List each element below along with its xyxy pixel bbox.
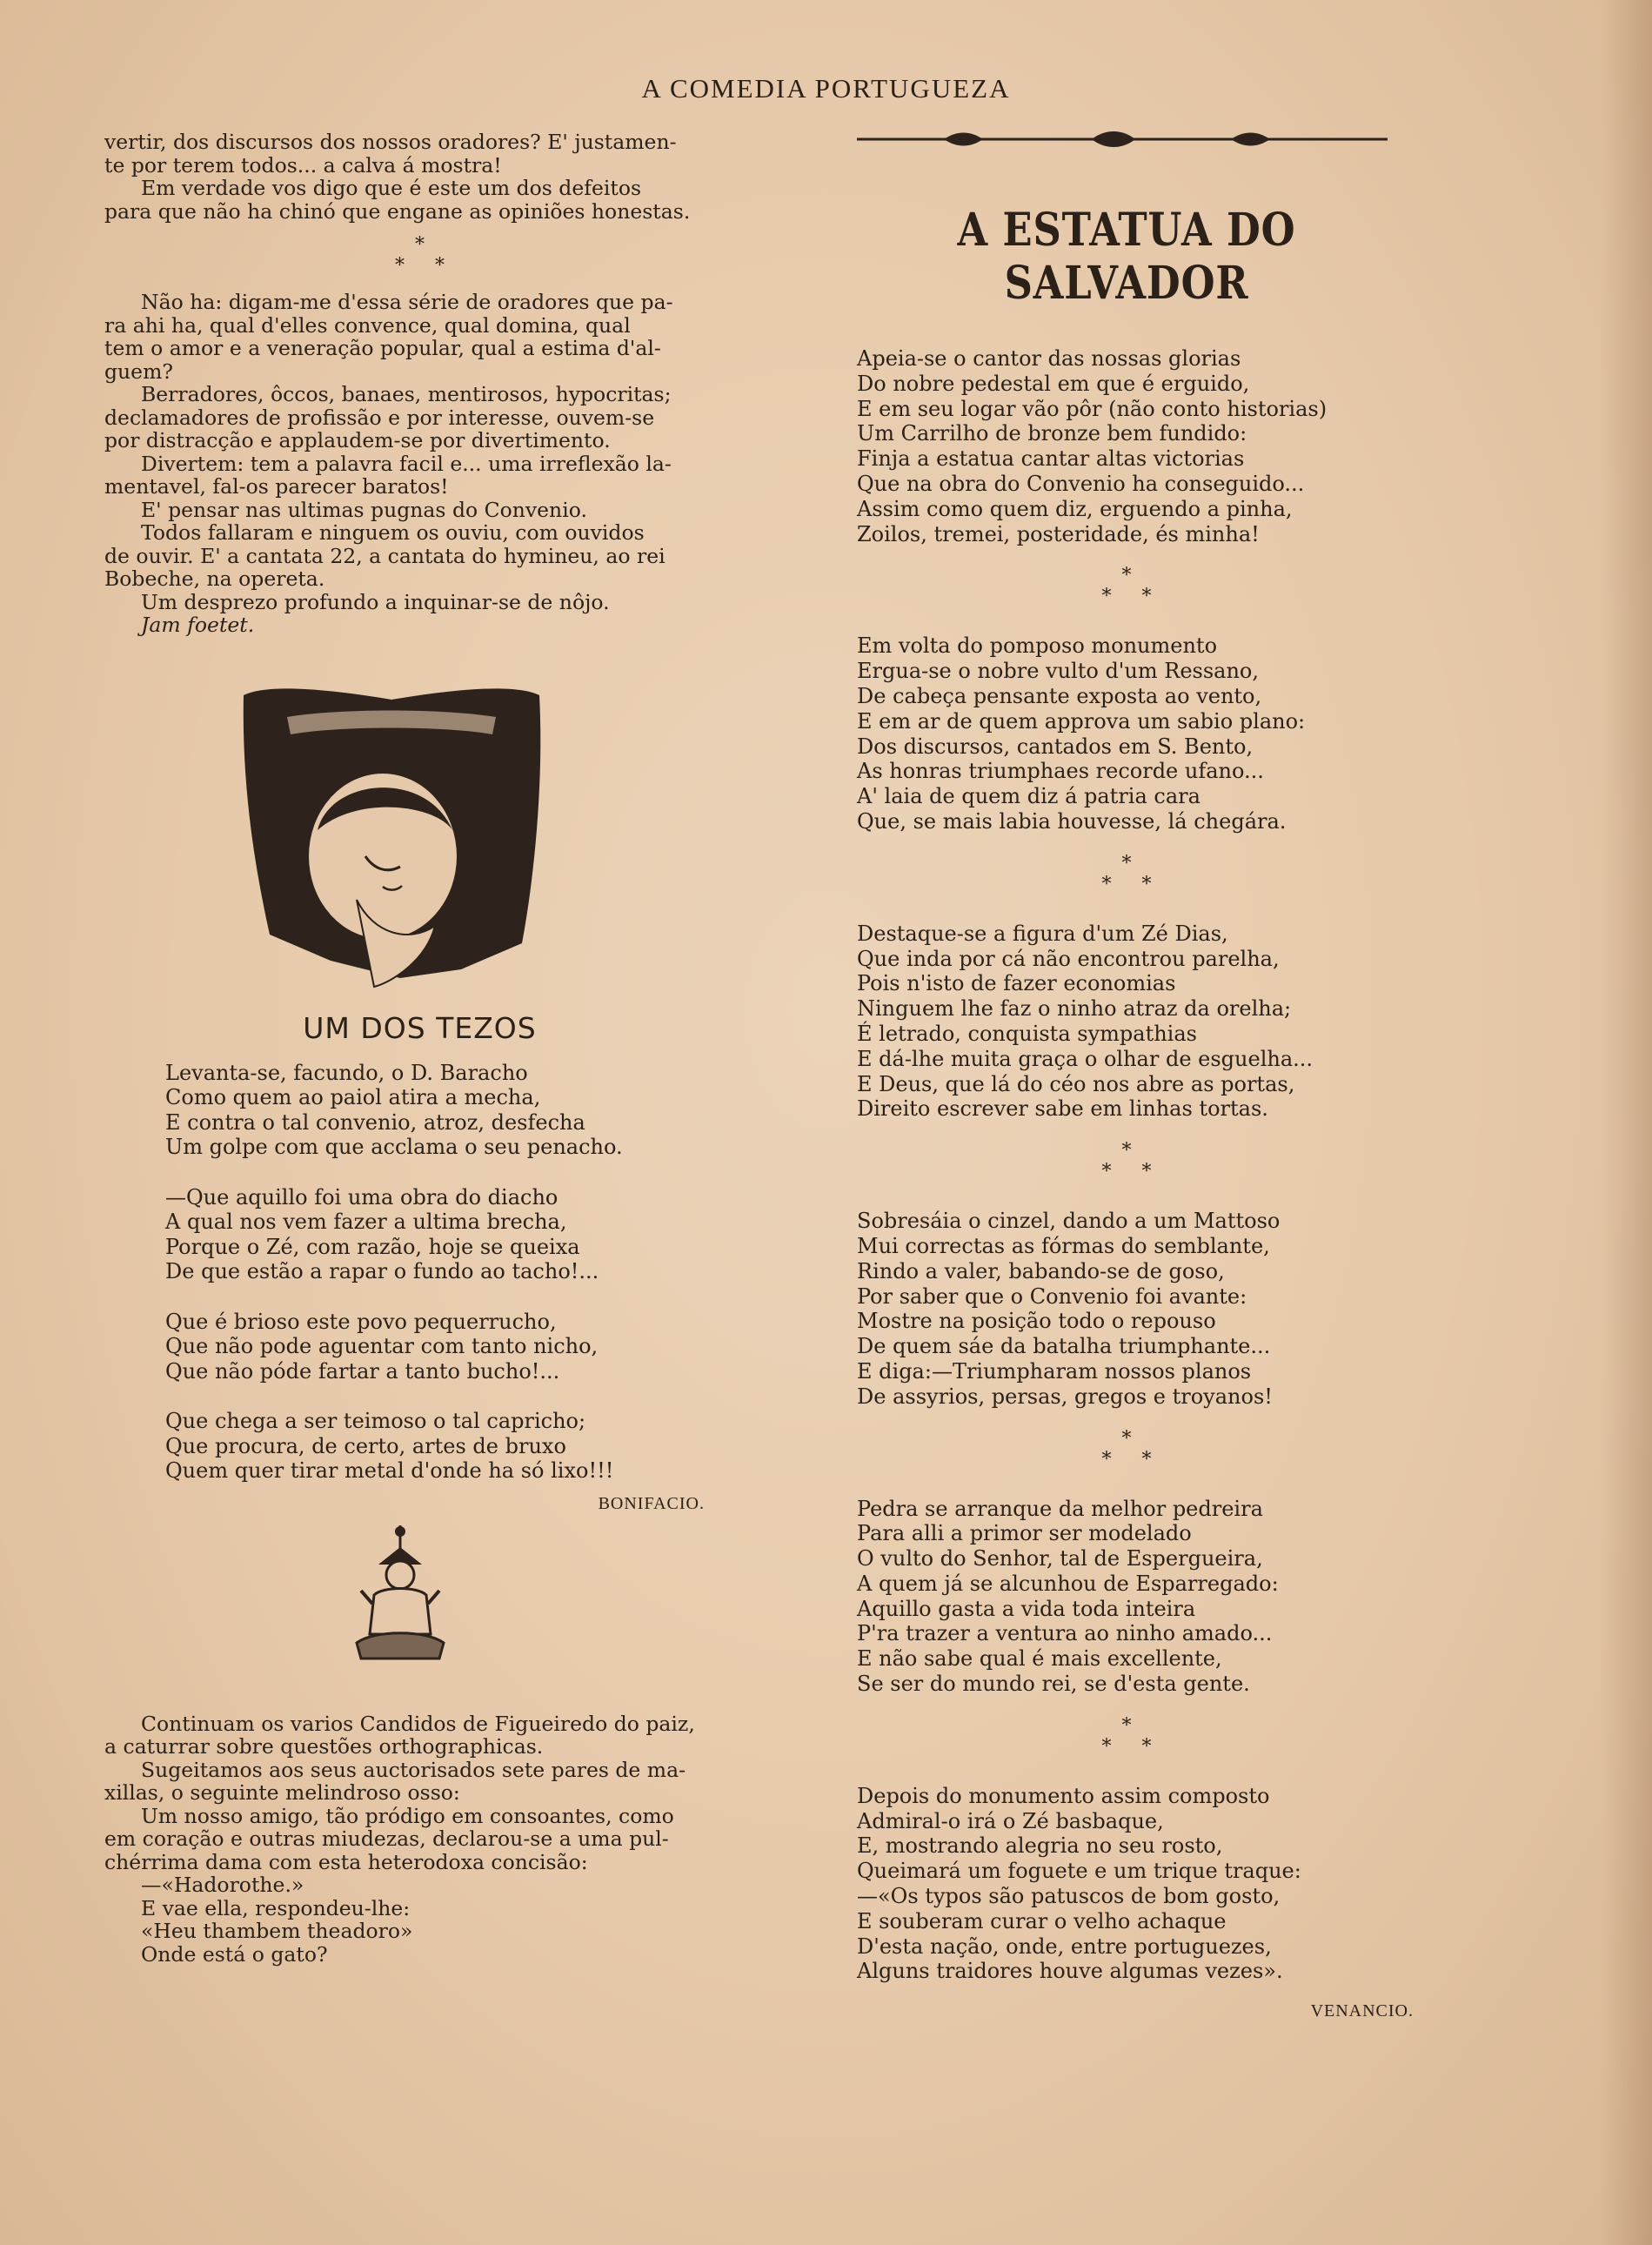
verse-line: Pedra se arranque da melhor pedreira [857,1496,1263,1521]
poem-title: UM DOS TEZOS [303,1010,537,1045]
stanza-stars [857,854,1396,895]
stanza [857,1209,1396,1409]
verse-line: Que, se mais labia houvesse, lá chegára. [857,808,1287,834]
text-line: de ouvir. E' a cantata 22, a cantata do hymineu, ao rei [104,543,665,568]
verse-line: De assyrios, persas, gregos e troyanos! [857,1384,1273,1409]
verse-line: E em ar de quem approva um sabio plano: [857,708,1306,734]
verse-line: Rindo a valer, babando-se de goso, [857,1258,1225,1283]
orthography-paragraph [104,1712,735,1967]
text-line: —«Hadorothe.» [141,1873,304,1897]
stanza [857,346,1396,546]
verse-line: Em volta do pomposo monumento [857,633,1218,659]
verse-line: Destaque-se a figura d'um Zé Dias, [857,921,1228,946]
latin-line [104,613,735,637]
verse-line: Como quem ao paiol atira a mecha, [165,1085,541,1109]
verse-line: Ninguem lhe faz o ninho atraz da orelha; [857,996,1292,1022]
text-line: E' pensar nas ultimas pugnas do Convenio. [141,497,587,522]
verse-line: Que inda por cá não encontrou parelha, [857,946,1280,971]
verse-line: Um golpe com que acclama o seu penacho. [165,1135,623,1159]
text-line: Divertem: tem a palavra facil e... uma irreflexão la- [141,451,672,476]
text-line: te por terem todos... a calva á mostra! [104,152,502,178]
text-line: guem? [104,359,173,384]
star: * [1101,1161,1112,1183]
star: * [1121,1714,1132,1737]
star: * [1141,586,1152,608]
verse-line: Levanta-se, facundo, o D. Baracho [165,1060,528,1085]
intro-paragraph [104,131,735,223]
text-line: vertir, dos discursos dos nossos oradores? E' justamen- [104,130,677,154]
verse-line: Que não pode aguentar com tanto nicho, [165,1334,599,1358]
stanza-stars [857,1141,1396,1183]
verse-line: Finja a estatua cantar altas victorias [857,446,1245,472]
verse-line: P'ra trazer a ventura ao ninho amado... [857,1621,1273,1646]
text-line: Em verdade vos digo que é este um dos defeitos [141,176,642,200]
verse-line: A' laia de quem diz á patria cara [857,784,1201,809]
verse-line: Ergua-se o nobre vulto d'um Ressano, [857,659,1259,684]
star: * [395,255,405,277]
verse-line: Alguns traidores houve algumas vezes». [857,1959,1283,1984]
signature-venancio: VENANCIO. [1310,2001,1414,2021]
left-column [104,131,735,1966]
star-pair [857,1450,1396,1471]
verse-line: Quem quer tirar metal d'onde ha só lixo!!! [165,1458,614,1483]
verse-line: D'esta nação, onde, entre portuguezes, [857,1933,1272,1959]
stanza [857,633,1396,834]
verse-line: Que não póde fartar a tanto bucho!... [165,1358,560,1384]
signature-bonifacio: BONIFACIO. [598,1493,705,1513]
text-line: por distracção e applaudem-se por divertimento. [104,428,611,452]
text-line: mentavel, fal-os parecer baratos! [104,474,449,499]
right-column [857,122,1414,2021]
verse-line: Mostre na posição todo o repouso [857,1309,1216,1334]
verse-line: E em seu logar vão pôr (não conto historias) [857,396,1328,421]
verse-line: Depois do monumento assim composto [857,1783,1270,1808]
verse-line: Que na obra do Convenio ha conseguido... [857,471,1305,496]
text-line: em coração e outras miudezas, declarou-se a uma pul- [104,1826,669,1851]
stanza [165,1061,735,1160]
orators-paragraph [104,291,735,637]
star: * [415,234,425,256]
verse-line: E Deus, que lá do céo nos abre as portas, [857,1071,1295,1096]
stanza [165,1185,735,1284]
text-line: Bobeche, na opereta. [104,566,325,591]
star: * [1121,565,1132,587]
star: * [1141,1161,1152,1183]
latin-quote: Jam foetet. [141,613,255,637]
woman-portrait-illustration [235,682,548,1004]
text-line: para que não ha chinó que engane as opiniões honestas. [104,198,691,224]
text-line: Continuam os varios Candidos de Figueiredo do paiz, [141,1711,695,1736]
stanza-stars [857,1716,1396,1758]
verse-line: Mui correctas as fórmas do semblante, [857,1233,1270,1258]
verse-line: Que chega a ser teimoso o tal capricho; [165,1409,586,1433]
seated-idol-illustration [348,1521,452,1669]
star: * [1121,1140,1132,1163]
star: * [1141,1448,1152,1471]
text-line: xillas, o seguinte melindroso osso: [104,1780,460,1805]
star-pair [857,1162,1396,1183]
text-line: chérrima dama com esta heterodoxa concisão: [104,1849,588,1874]
star: * [1101,873,1112,895]
star: * [1121,1427,1132,1450]
running-title: A COMEDIA PORTUGUEZA [641,73,1011,104]
star: * [1141,873,1152,895]
verse-line: Queimará um foguete e um trique traque: [857,1859,1301,1884]
text-line: Berradores, ôccos, banaes, mentirosos, hypocritas; [141,382,672,406]
star: * [1101,586,1112,608]
verse-line: Sobresáia o cinzel, dando a um Mattoso [857,1209,1281,1234]
verse-line: Zoilos, tremei, posteridade, és minha! [857,521,1260,546]
verse-line: As honras triumphaes recorde ufano... [857,759,1264,784]
verse-line: Um Carrilho de bronze bem fundido: [857,421,1247,446]
star-pair [857,586,1396,607]
text-line: tem o amor e a veneração popular, qual a estima d'al- [104,336,661,360]
verse-line: Direito escrever sabe em linhas tortas. [857,1096,1268,1122]
text-line: a caturrar sobre questões orthographicas. [104,1734,544,1759]
verse-line: Assim como quem diz, erguendo a pinha, [857,496,1293,521]
star: * [1101,1735,1112,1758]
verse-line: Porque o Zé, com razão, hoje se queixa [165,1234,580,1259]
verse-line: A qual nos vem fazer a ultima brecha, [165,1210,567,1234]
star: * [1101,1448,1112,1471]
text-line: Um nosso amigo, tão pródigo em consoantes, como [141,1803,674,1828]
article-title: A ESTATUA DO SALVADOR [957,204,1296,310]
stanza [165,1409,735,1484]
ornamental-rule [857,127,1388,148]
verse-line: —Que aquillo foi uma obra do diacho [165,1184,558,1210]
star: * [434,255,445,277]
verse-line: Que é brioso este povo pequerrucho, [165,1309,557,1334]
verse-line: Que procura, de certo, artes de bruxo [165,1433,566,1458]
verse-line: O vulto do Senhor, tal de Espergueira, [857,1546,1263,1572]
verse-line: Por saber que o Convenio foi avante: [857,1283,1247,1309]
verse-line: E dá-lhe muita graça o olhar de esguelha... [857,1046,1314,1071]
verse-line: E souberam curar o velho achaque [857,1908,1227,1933]
verse-line: De quem sáe da batalha triumphante... [857,1334,1271,1359]
star: * [1121,852,1132,875]
verse-line: Do nobre pedestal em que é erguido, [857,371,1250,396]
text-line: Um desprezo profundo a inquinar-se de nôjo. [141,589,610,614]
stanza-stars [857,566,1396,607]
text-line: Não ha: digam-me d'essa série de oradores que pa- [141,290,673,314]
verse-line: Dos discursos, cantados em S. Bento, [857,734,1254,759]
stanza [165,1310,735,1384]
text-line: E vae ella, respondeu-lhe: [141,1895,411,1920]
star-pair [857,1737,1396,1758]
verse-line: Se ser do mundo rei, se d'esta gente. [857,1672,1250,1697]
stanza [857,1784,1396,1984]
text-line: Sugeitamos aos seus auctorisados sete pares de ma- [141,1757,686,1782]
star-pair [857,875,1396,895]
text-line: Onde está o gato? [141,1941,328,1967]
verse-line: E diga:—Triumpharam nossos planos [857,1358,1252,1384]
verse-line: De cabeça pensante exposta ao vento, [857,683,1262,708]
text-line: «Heu thambem theadoro» [141,1919,413,1943]
verse-line: E não sabe qual é mais excellente, [857,1646,1222,1672]
star-pair [104,256,735,277]
verse-line: É letrado, conquista sympathias [857,1021,1197,1046]
verse-line: E, mostrando alegria no seu rosto, [857,1833,1223,1859]
verse-line: E contra o tal convenio, atroz, desfecha [165,1109,585,1135]
star: * [1141,1735,1152,1758]
verse-line: A quem já se alcunhou de Esparregado: [857,1571,1279,1596]
verse-line: Apeia-se o cantor das nossas glorias [857,346,1241,371]
verse-line: De que estão a rapar o fundo ao tacho!... [165,1259,599,1283]
poem-estatua [857,346,1396,1984]
verse-line: Aquillo gasta a vida toda inteira [857,1596,1196,1621]
stanza [857,1497,1396,1697]
verse-line: Pois n'isto de fazer economias [857,971,1176,996]
verse-line: —«Os typos são patuscos de bom gosto, [857,1884,1281,1909]
poem-um-dos-tezos [165,1061,735,1484]
verse-line: Admiral-o irá o Zé basbaque, [857,1808,1164,1833]
text-line: Todos fallaram e ninguem os ouviu, com ouvidos [141,520,645,545]
text-line: declamadores de profissão e por interesse, ouvem-se [104,405,655,430]
verse-line: Para alli a primor ser modelado [857,1521,1192,1546]
text-line: ra ahi ha, qual d'elles convence, qual domina, qual [104,312,631,338]
stanza-stars [857,1429,1396,1471]
section-stars [104,235,735,277]
stanza [857,921,1396,1122]
